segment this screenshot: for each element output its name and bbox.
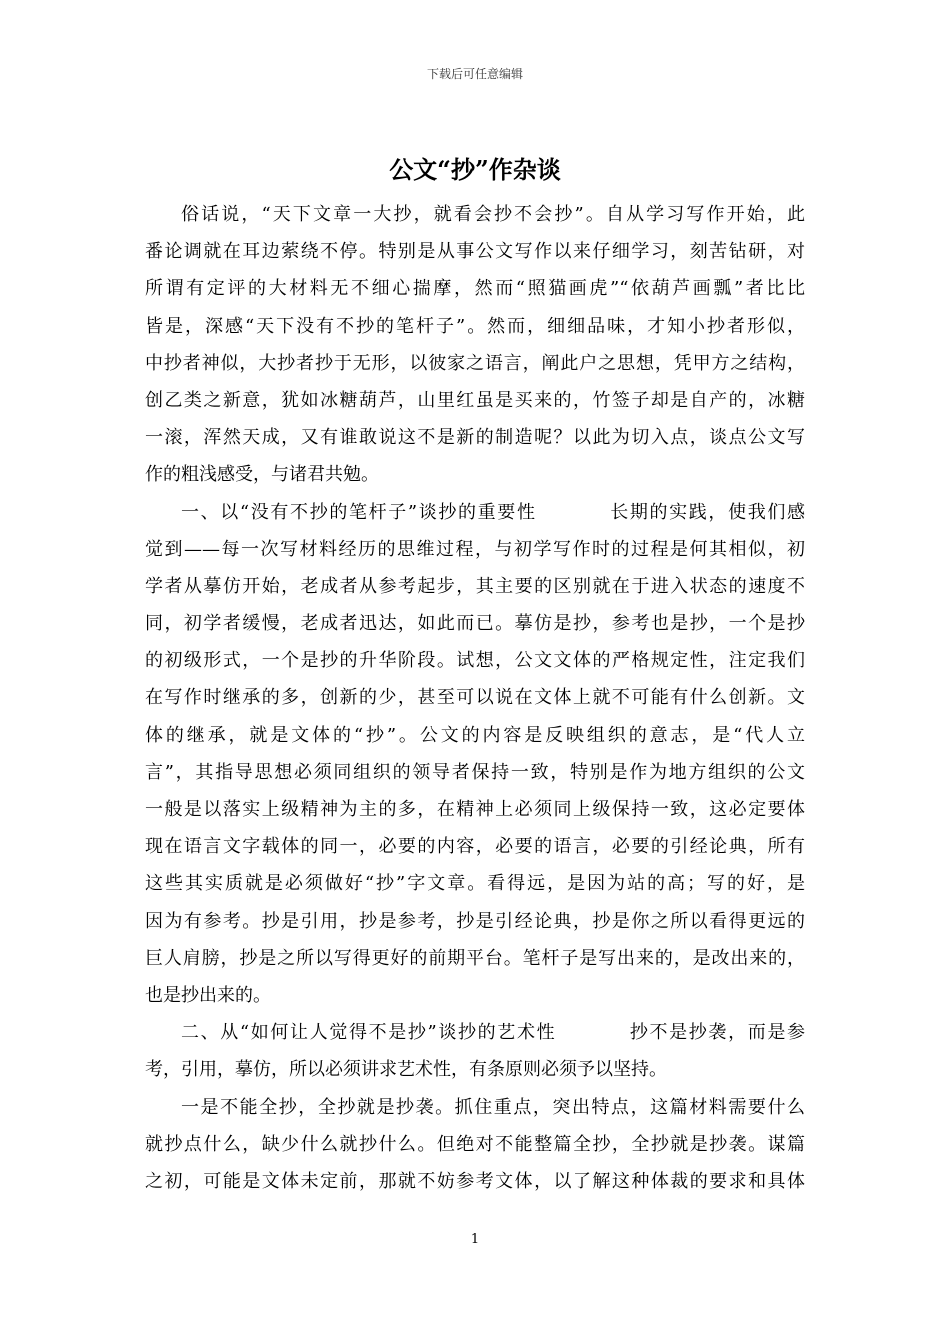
text-line: 也是抄出来的。 bbox=[145, 984, 271, 1006]
text-line: 作的粗浅感受，与诸君共勉。 bbox=[145, 464, 379, 486]
document-title: 公文“抄”作杂谈 bbox=[389, 155, 561, 184]
text-line: 体的继承，就是文体的“抄”。公文的内容是反映组织的意志，是“代人立 bbox=[145, 724, 805, 746]
text-line: 所谓有定评的大材料无不细心揣摩，然而“照猫画虎”“依葫芦画瓢”者比比 bbox=[145, 278, 805, 300]
text-line: 言”，其指导思想必须同组织的领导者保持一致，特别是作为地方组织的公文 bbox=[145, 761, 805, 783]
text-line: 这些其实质就是必须做好“抄”字文章。看得远，是因为站的高；写的好，是 bbox=[145, 873, 805, 895]
text-line: 的初级形式，一个是抄的升华阶段。试想，公文文体的严格规定性，注定我们 bbox=[145, 650, 805, 672]
text-line: 同，初学者缓慢，老成者迅达，如此而已。摹仿是抄，参考也是抄，一个是抄 bbox=[145, 613, 805, 635]
text-line: 皆是，深感“天下没有不抄的笔杆子”。然而，细细品味，才知小抄者形似， bbox=[145, 315, 805, 337]
text-line: 在写作时继承的多，创新的少，甚至可以说在文体上就不可能有什么创新。文 bbox=[145, 687, 805, 709]
text-line: 一般是以落实上级精神为主的多，在精神上必须同上级保持一致，这必定要体 bbox=[145, 799, 805, 820]
text-line: 一、以“没有不抄的笔杆子”谈抄的重要性 长期的实践，使我们感 bbox=[181, 501, 805, 523]
text-line: 一滚，浑然天成，又有谁敢说这不是新的制造呢？以此为切入点，谈点公文写 bbox=[145, 427, 805, 449]
text-line: 考，引用，摹仿，所以必须讲求艺术性，有条原则必须予以坚持。 bbox=[145, 1059, 667, 1081]
text-line: 之初，可能是文体未定前，那就不妨参考文体，以了解这种体裁的要求和具体 bbox=[145, 1170, 805, 1192]
page-number: 1 bbox=[470, 1232, 480, 1247]
text-line: 中抄者神似，大抄者抄于无形，以彼家之语言，阐此户之思想，凭甲方之结构， bbox=[145, 352, 805, 374]
page-header: 下载后可任意编辑 bbox=[426, 67, 523, 81]
text-line: 觉到——每一次写材料经历的思维过程，与初学写作时的过程是何其相似，初 bbox=[145, 538, 805, 560]
text-line: 因为有参考。抄是引用，抄是参考，抄是引经论典，抄是你之所以看得更远的 bbox=[145, 910, 805, 932]
text-line: 一是不能全抄，全抄就是抄袭。抓住重点，突出特点，这篇材料需要什么 bbox=[181, 1096, 805, 1118]
text-line: 巨人肩膀，抄是之所以写得更好的前期平台。笔杆子是写出来的，是改出来的， bbox=[145, 947, 805, 969]
text-line: 俗话说，“天下文章一大抄，就看会抄不会抄”。自从学习写作开始，此 bbox=[181, 204, 805, 225]
text-line: 学者从摹仿开始，老成者从参考起步，其主要的区别就在于进入状态的速度不 bbox=[145, 575, 805, 597]
text-line: 番论调就在耳边萦绕不停。特别是从事公文写作以来仔细学习，刻苦钻研，对 bbox=[145, 241, 805, 263]
document-body bbox=[145, 196, 805, 1200]
text-line: 二、从“如何让人觉得不是抄”谈抄的艺术性 抄不是抄袭，而是参 bbox=[181, 1022, 805, 1044]
text-line: 就抄点什么，缺少什么就抄什么。但绝对不能整篇全抄，全抄就是抄袭。谋篇 bbox=[145, 1133, 805, 1155]
text-line: 现在语言文字载体的同一，必要的内容，必要的语言，必要的引经论典，所有 bbox=[145, 836, 805, 858]
text-line: 创乙类之新意，犹如冰糖葫芦，山里红虽是买来的，竹签子却是自产的，冰糖 bbox=[145, 389, 805, 411]
